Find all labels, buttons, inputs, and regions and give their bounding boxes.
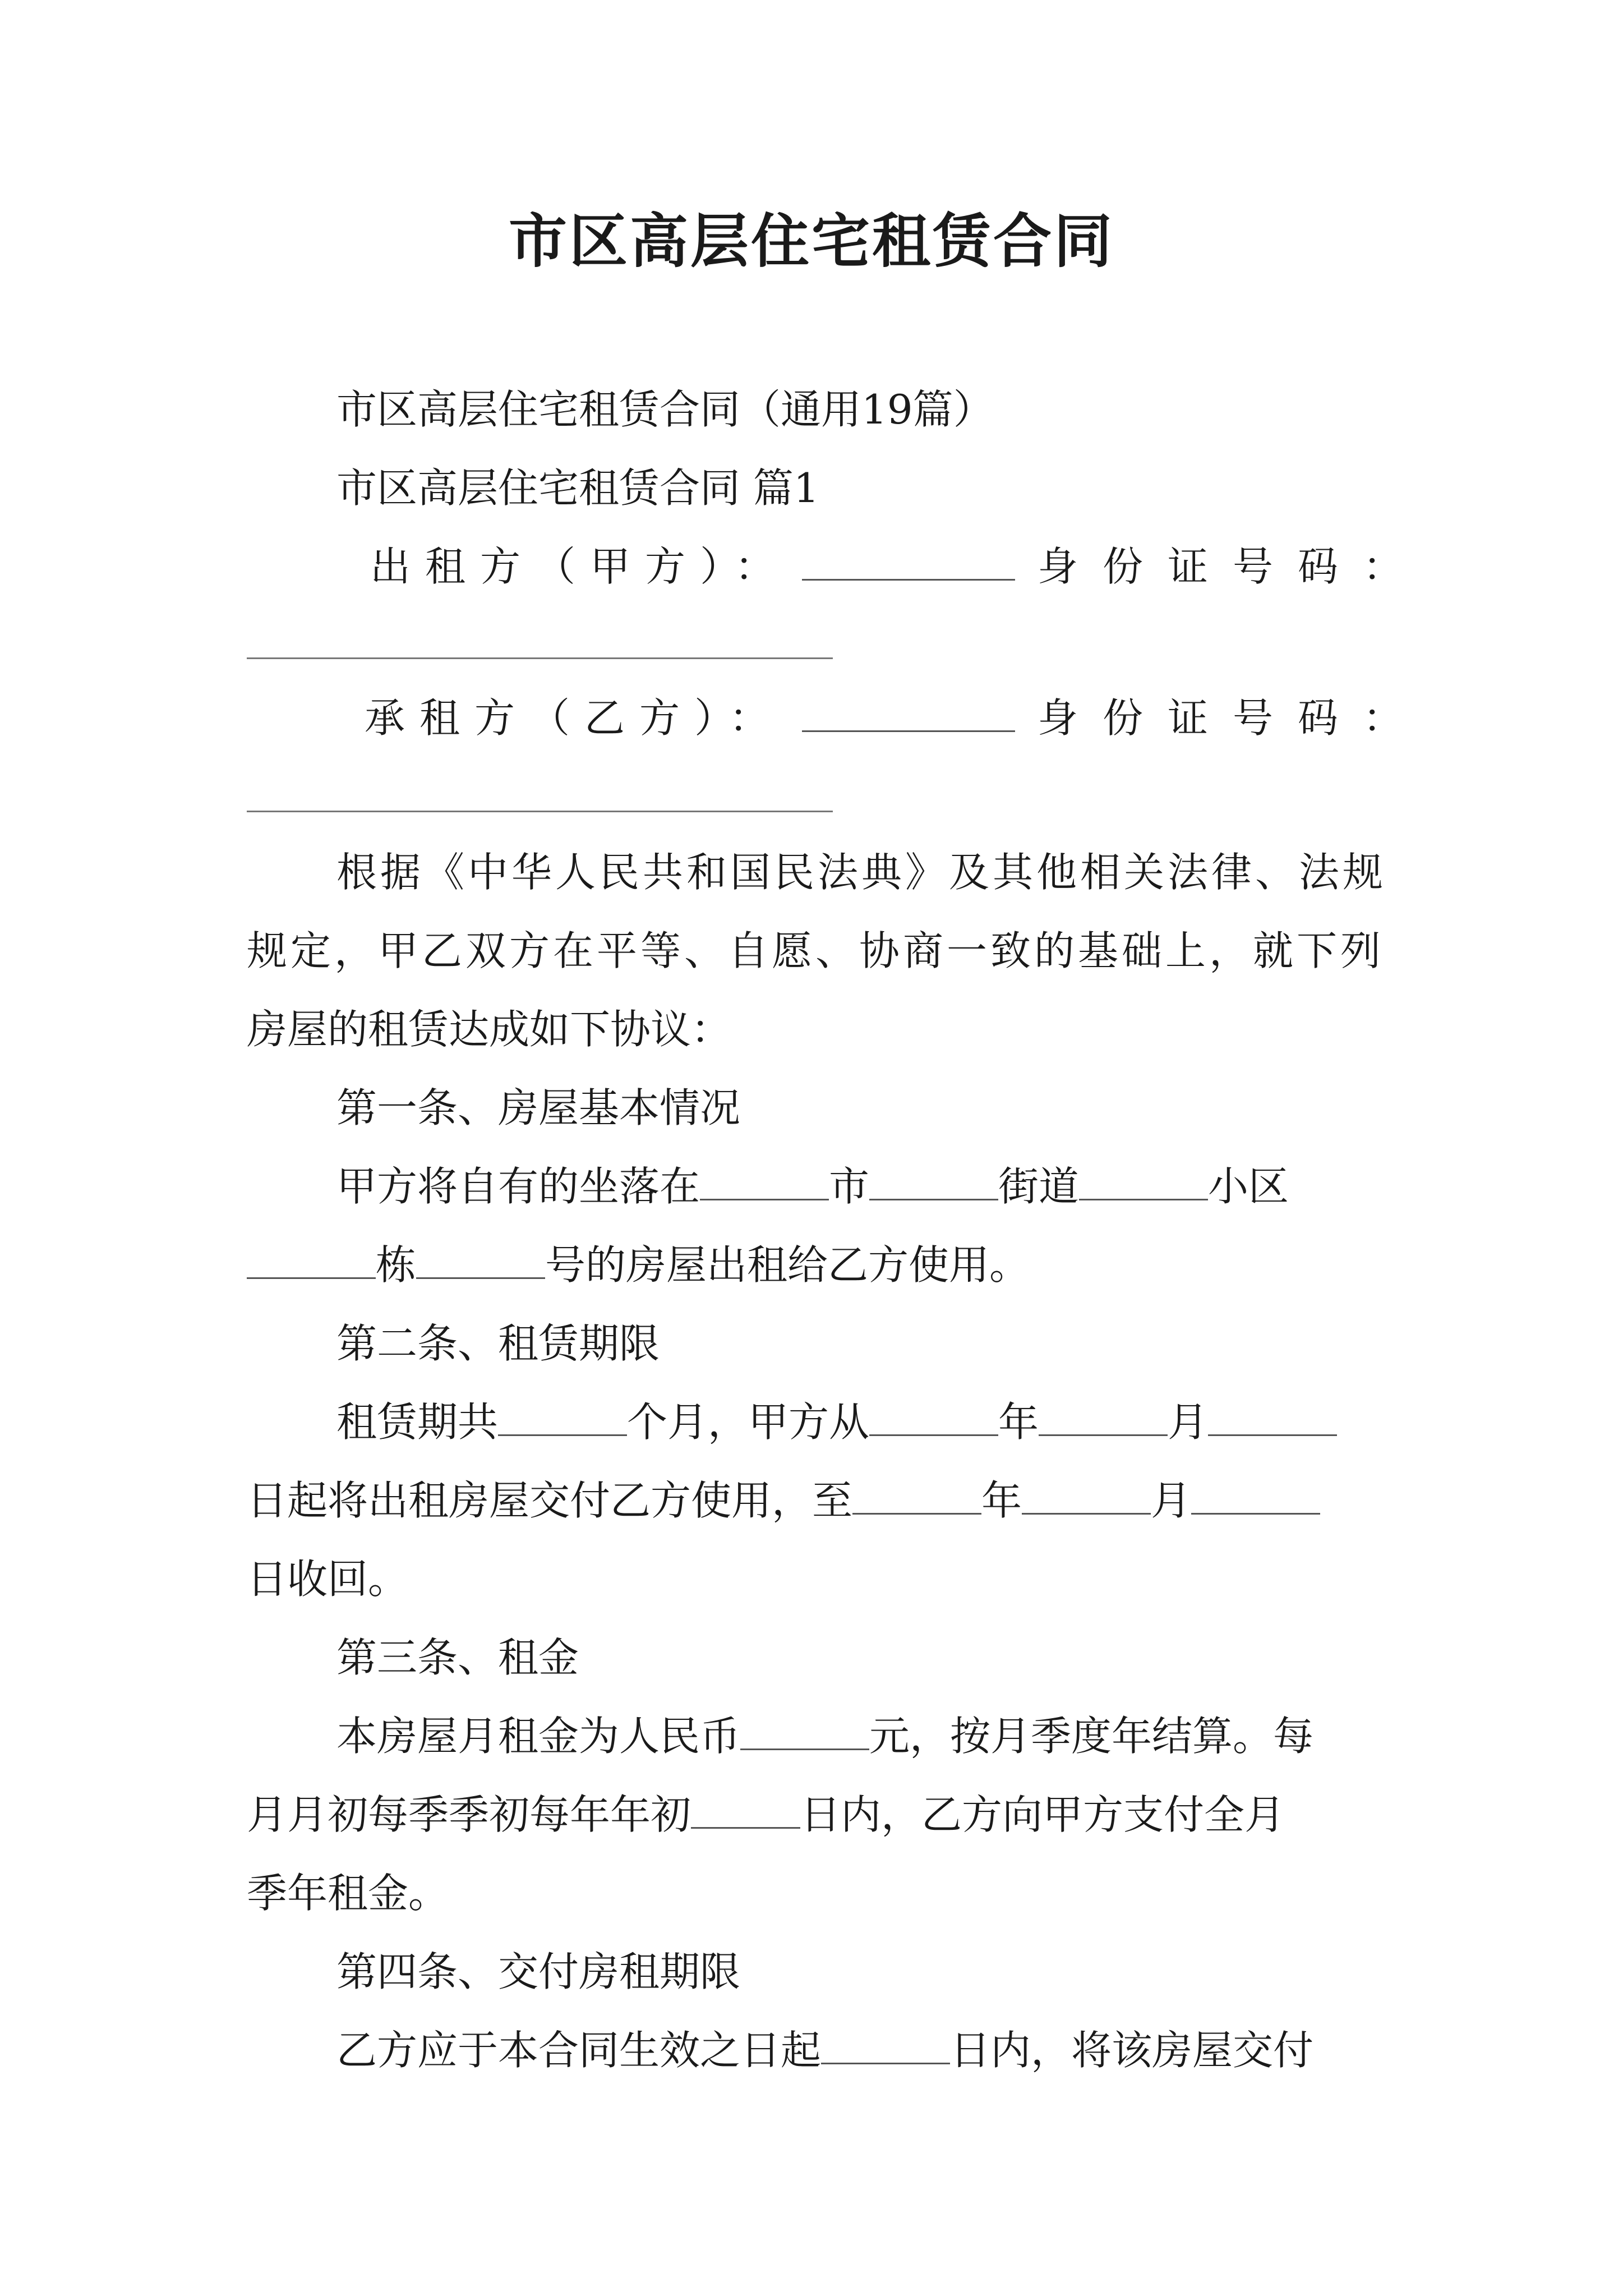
article-3-text-a: 本房屋月租金为人民币 <box>336 1713 741 1760</box>
preamble-line-1: 根据《中华人民共和国民法典》及其他相关法律、法规 <box>336 849 1387 896</box>
blank-city <box>700 1158 829 1200</box>
blank-delivery-days <box>821 2022 950 2064</box>
party-a-name-blank <box>802 539 1015 595</box>
blank-end-day <box>1191 1473 1320 1515</box>
article-4-text-a: 乙方应于本合同生效之日起 <box>336 2027 822 2074</box>
article-2-text-c: 年 <box>998 1398 1039 1446</box>
blank-start-month <box>1039 1394 1168 1436</box>
document-title: 市区高层住宅租赁合同 <box>508 206 1114 275</box>
article-1-text-f: 号的房屋出租给乙方使用。 <box>545 1241 1030 1289</box>
article-1-text-e: 栋 <box>376 1241 417 1289</box>
blank-start-year <box>869 1394 998 1436</box>
blank-end-month <box>1022 1473 1151 1515</box>
blank-street <box>869 1158 998 1200</box>
blank-end-year <box>852 1473 981 1515</box>
article-1-text-b: 市 <box>829 1163 870 1210</box>
blank-community <box>1079 1158 1208 1200</box>
party-a-id-label: 身份证号码： <box>1038 543 1428 590</box>
party-a-id-blank <box>247 657 833 659</box>
article-2-text-g: 月 <box>1151 1477 1192 1524</box>
article-2-text-b: 个月，甲方从 <box>627 1398 870 1446</box>
article-2-line-2 <box>247 1473 1320 1529</box>
document-subtitle: 市区高层住宅租赁合同（通用19篇） <box>336 386 994 433</box>
article-4-text-b: 日内，将该房屋交付 <box>950 2027 1314 2074</box>
blank-rent-amount <box>740 1708 869 1750</box>
article-3-heading: 第三条、租金 <box>336 1634 579 1681</box>
party-b-id-label: 身份证号码： <box>1038 694 1428 742</box>
article-2-text-e: 日起将出租房屋交付乙方使用，至 <box>247 1477 853 1524</box>
preamble-line-3: 房屋的租赁达成如下协议： <box>247 1006 732 1053</box>
party-b-name-blank <box>802 690 1015 746</box>
article-1-line-2 <box>247 1237 1030 1293</box>
article-1-text-c: 街道 <box>998 1163 1080 1210</box>
article-4-line-1 <box>336 2022 1313 2078</box>
article-2-text-f: 年 <box>981 1477 1022 1524</box>
article-4-heading: 第四条、交付房租期限 <box>336 1948 741 1995</box>
section-heading: 市区高层住宅租赁合同 篇1 <box>336 464 819 512</box>
article-3-text-b: 元，按月季度年结算。每 <box>869 1713 1314 1760</box>
blank-payment-days <box>691 1787 800 1829</box>
article-3-line-3: 季年租金。 <box>247 1870 449 1917</box>
preamble-line-2: 规定，甲乙双方在平等、自愿、协商一致的基础上，就下列 <box>247 927 1385 974</box>
article-1-heading: 第一条、房屋基本情况 <box>336 1084 741 1131</box>
party-a-label: 出租方（甲方）： <box>370 543 790 590</box>
blank-start-day <box>1208 1394 1337 1436</box>
article-3-text-c: 月月初每季季初每年年初 <box>247 1791 691 1838</box>
party-b-label: 承租方（乙方）： <box>365 694 785 742</box>
article-1-text-a: 甲方将自有的坐落在 <box>336 1163 700 1210</box>
blank-building <box>247 1237 376 1279</box>
article-2-line-1 <box>336 1394 1337 1450</box>
party-b-id-blank <box>247 811 833 812</box>
article-1-line-1 <box>336 1158 1289 1214</box>
article-2-text-d: 月 <box>1168 1398 1209 1446</box>
blank-months <box>498 1394 627 1436</box>
article-2-line-3: 日收回。 <box>247 1556 409 1603</box>
article-1-text-d: 小区 <box>1208 1163 1289 1210</box>
blank-number <box>416 1237 545 1279</box>
article-2-heading: 第二条、租赁期限 <box>336 1320 660 1367</box>
article-3-line-1 <box>336 1708 1313 1764</box>
article-3-text-d: 日内，乙方向甲方支付全月 <box>800 1791 1285 1838</box>
article-3-line-2 <box>247 1787 1285 1843</box>
article-2-text-a: 租赁期共 <box>336 1398 499 1446</box>
